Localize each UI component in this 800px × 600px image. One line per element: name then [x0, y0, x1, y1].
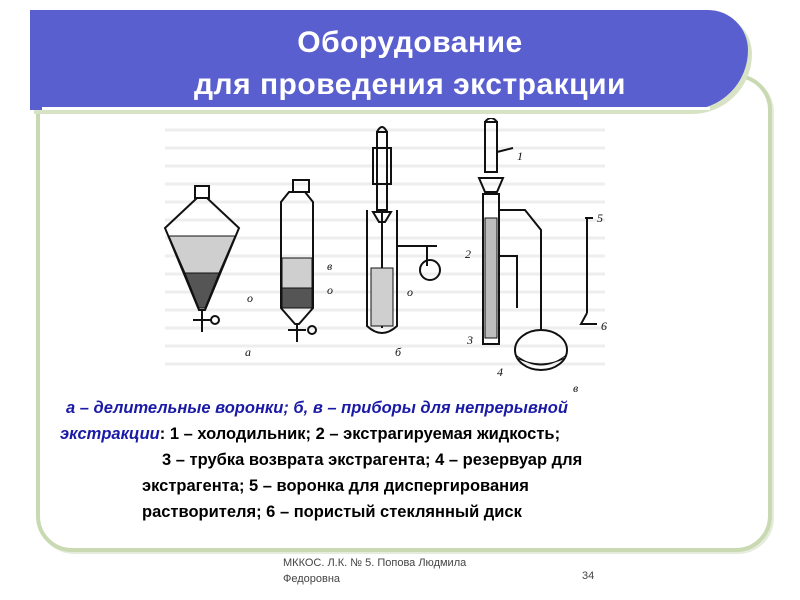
footer-author-line1: МККОС. Л.К. № 5. Попова Людмила [283, 557, 467, 569]
title-underline [42, 107, 710, 110]
extractor-v-packing [485, 218, 497, 338]
label-b: б [395, 345, 402, 359]
cone-liquid [169, 236, 235, 308]
label-v: в [573, 381, 579, 395]
page-number: 34 [582, 570, 595, 582]
label-6: 6 [601, 319, 607, 333]
label-o-1: о [247, 291, 253, 305]
caption-line3: 3 – трубка возврата экстрагента; 4 – резервуар для [162, 451, 583, 469]
label-1: 1 [517, 149, 523, 163]
label-o-2: о [327, 283, 333, 297]
figure-caption [60, 395, 750, 525]
label-4: 4 [497, 365, 503, 379]
footer-author [283, 555, 466, 587]
extraction-apparatus-figure [145, 118, 615, 398]
dispersion-tube-v [581, 218, 597, 324]
label-a: а [245, 345, 251, 359]
label-o-3: о [407, 285, 413, 299]
footer-author-line2: Федоровна [283, 573, 341, 585]
label-3: 3 [467, 333, 473, 347]
title-line-1: Оборудование [297, 26, 523, 59]
cylinder-liquid [282, 258, 312, 308]
caption-line5: растворителя; 6 – пористый стеклянный диск [142, 503, 522, 521]
label-2: 2 [465, 247, 471, 261]
title-line-2: для проведения экстракции [194, 68, 626, 101]
caption-part2-italic: экстракции [60, 425, 160, 443]
label-5: 5 [597, 211, 603, 225]
label-v-funnel: в [327, 259, 333, 273]
slide-title [90, 22, 730, 106]
title-banner [30, 10, 748, 110]
extractor-b-liquid [371, 268, 393, 326]
caption-part1: а – делительные воронки; б, в – приборы для непрерывной [66, 399, 568, 417]
caption-part2-rest: : 1 – холодильник; 2 – экстрагируемая жидкость; [159, 425, 561, 443]
caption-line4: экстрагента; 5 – воронка для диспергирования [142, 477, 529, 495]
